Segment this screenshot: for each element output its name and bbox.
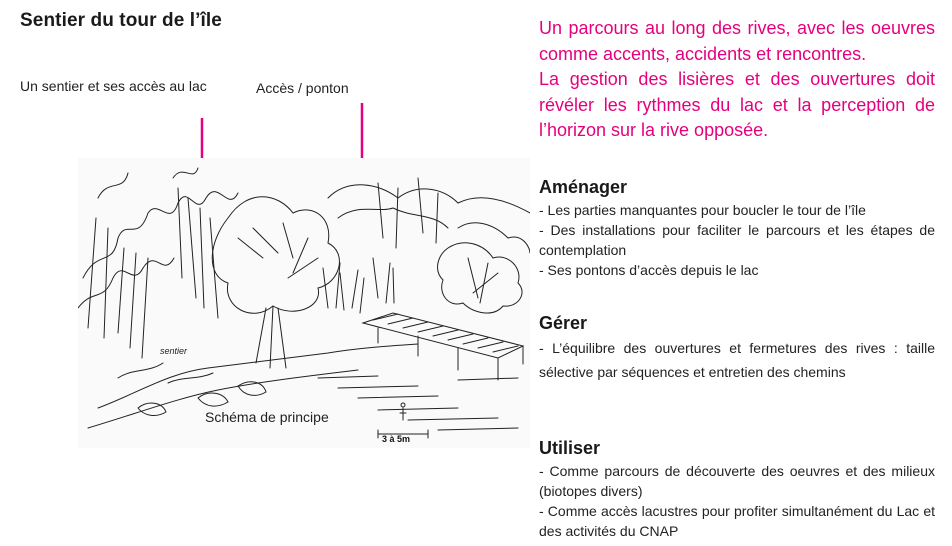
section-amenager	[539, 176, 935, 280]
section-utiliser	[539, 437, 935, 541]
section-line: - Ses pontons d’accès depuis le lac	[539, 262, 759, 278]
sketch-path-word: sentier	[160, 346, 188, 356]
sketch-scale: 3 à 5m	[382, 434, 411, 444]
label-access-ponton: Accès / ponton	[256, 80, 349, 96]
section-heading: Gérer	[539, 313, 588, 333]
section-line: - Des installations pour faciliter le parcours et les étapes de contemplation	[539, 222, 935, 258]
sketch-caption: Schéma de principe	[205, 409, 329, 425]
section-heading: Aménager	[539, 177, 628, 197]
landscape-sketch	[78, 158, 530, 448]
label-sentier-access: Un sentier et ses accès au lac	[20, 78, 207, 94]
section-line: - Comme accès lacustres pour profiter simultanément du Lac et des activités du CNAP	[539, 503, 935, 539]
section-line: - Les parties manquantes pour boucler le tour de l’île	[539, 202, 866, 218]
section-heading: Utiliser	[539, 438, 601, 458]
intro-text	[539, 16, 935, 144]
section-line: - L’équilibre des ouvertures et fermetures des rives : taille sélective par séquences et entretien des chemins	[539, 340, 935, 380]
page-title: Sentier du tour de l’île	[20, 10, 222, 31]
section-line: - Comme parcours de découverte des oeuvres et des milieux (biotopes divers)	[539, 463, 935, 499]
intro-paragraph-1: Un parcours au long des rives, avec les oeuvres comme accents, accidents et rencontres.	[539, 18, 935, 64]
section-gerer	[539, 312, 935, 384]
intro-paragraph-2: La gestion des lisières et des ouvertures doit révéler les rythmes du lac et la perception de l’horizon sur la rive opposée.	[539, 69, 935, 140]
